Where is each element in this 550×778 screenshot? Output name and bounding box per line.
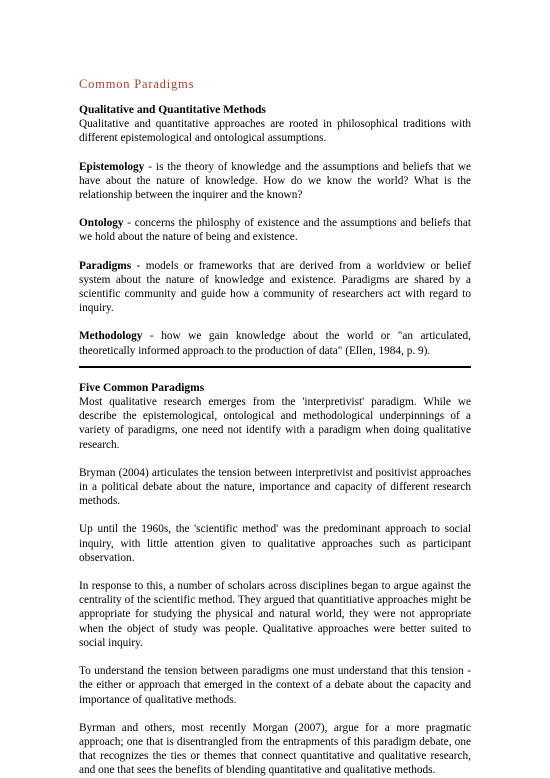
paragraph: Most qualitative research emerges from the 'interpretivist' paradigm. While we describe the epistemological, ontological and methodological underpinnings of a variety of paradigms, one need not identify with a paradigm when doing qualitative research. [79,396,471,451]
section-title-paradigms: Five Common Paradigms [79,381,205,394]
term-label: Epistemology [79,160,145,173]
term-label: Methodology [79,330,143,343]
definition-epistemology [79,160,471,203]
term-text: - is the theory of knowledge and the assumptions and beliefs that we have about the nature of knowledge. How do we know the world? What is the relationship between the inquirer and the known? [79,160,471,202]
term-text: - concerns the philosphy of existence and the assumptions and beliefs that we hold about the nature of being and existence. [79,217,471,244]
paragraph: Byrman and others, most recently Morgan (2007), argue for a more pragmatic approach; one that is disentrangled from the entrapments of this paradigm debate, one that recognizes the ties or themes that connect quantitative and qualitative research, and one that sees the benefits of blending quantitative and qualitative methods. [79,721,471,777]
paragraph: In response to this, a number of scholars across disciplines began to argue against the centrality of the scientific method. They argued that quantitiative approaches might be appropriate for studying the physical and natural world, they were not appropriate when the object of study was people. Qualitative approaches were better suited to social inquiry. [79,580,471,649]
intro-paragraph: Qualitative and quantitative approaches are rooted in philosophical traditions with different epistemological and ontological assumptions. [79,118,471,145]
definition-methodology [79,329,471,357]
definition-paradigms [79,259,471,316]
paragraph: To understand the tension between paradigms one must understand that this tension - the either or approach that emerged in the context of a debate about the capacity and importance of qualitative methods. [79,665,471,706]
term-label: Paradigms [79,259,132,272]
page-header: Common Paradigms [79,77,195,91]
definition-ontology [79,216,471,244]
section-title-methods: Qualitative and Quantitative Methods [79,104,266,116]
term-text: - models or frameworks that are derived from a worldview or belief system about the nature of knowledge and existence. Paradigms are shared by a scientific community and guide how a community of researchers act with regard to inquiry. [79,259,471,315]
paragraph: Bryman (2004) articulates the tension between interpretivist and positivist approaches in a political debate about the nature, importance and capacity of different research methods. [79,466,471,508]
term-label: Ontology [79,217,124,230]
paragraph: Up until the 1960s, the 'scientific method' was the predominant approach to social inquiry, with little attention given to qualitative approaches such as participant observation. [79,523,471,564]
document-page [79,76,471,778]
term-text: - how we gain knowledge about the world or "an articulated, theoretically informed approach to the production of data" (Ellen, 1984, p. 9). [79,330,471,357]
